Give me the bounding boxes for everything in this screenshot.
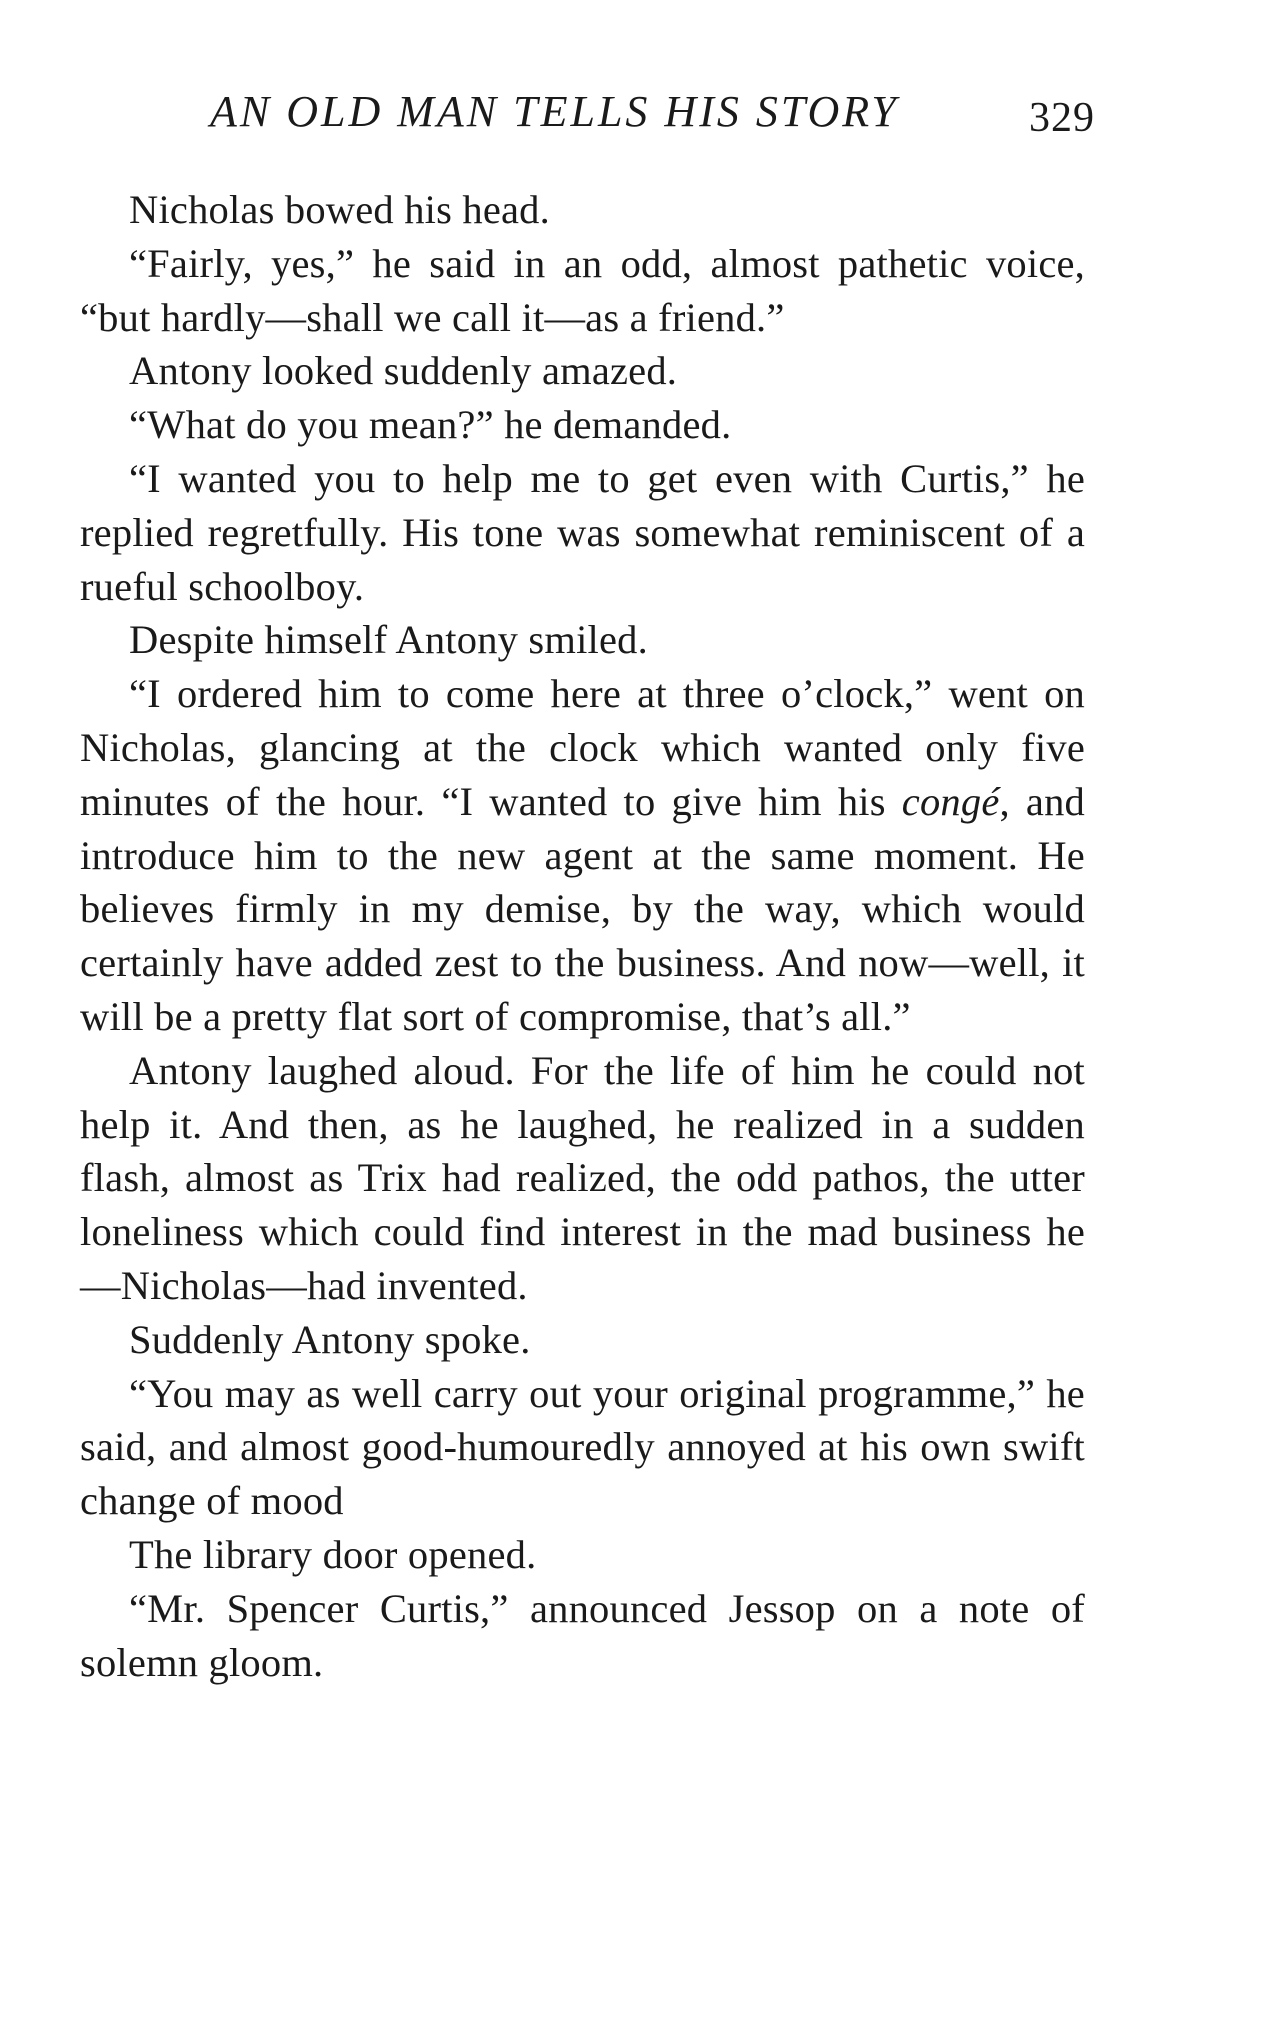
paragraph-5: “I wanted you to help me to get even with Curtis,” he replied regretfully. His tone was somewhat reminiscent of a rueful schoolboy.: [80, 455, 1085, 609]
running-title: AN OLD MAN TELLS HIS STORY: [210, 87, 899, 136]
paragraph-2: “Fairly, yes,” he said in an odd, almost pathetic voice, “but hardly—shall we call it—as a friend.”: [80, 240, 1085, 340]
body-text: [80, 183, 1085, 1689]
paragraph-4: “What do you mean?” he demanded.: [129, 402, 732, 448]
paragraph-12: “Mr. Spencer Curtis,” announced Jessop on a note of solemn gloom.: [80, 1585, 1085, 1685]
paragraph-10: “You may as well carry out your original programme,” he said, and almost good-humouredly annoyed at his own swift change of mood: [80, 1370, 1085, 1524]
paragraph-7-part-1: “I ordered him to come here at three o’clock,” went on Nicholas, glancing at the clock which wanted only five minutes of the hour. “I wanted to give him his: [80, 671, 1085, 824]
paragraph-1: Nicholas bowed his head.: [129, 187, 550, 232]
paragraph-3: Antony looked suddenly amazed.: [129, 348, 678, 394]
paragraph-8: Antony laughed aloud. For the life of him he could not help it. And then, as he laughed, he realized in a sudden flash, almost as Trix had realized, the odd pathos, the utter loneliness which could find interest in the mad business he—Nicholas—had invented.: [80, 1047, 1085, 1308]
paragraph-6: Despite himself Antony smiled.: [129, 617, 648, 663]
paragraph-11: The library door opened.: [129, 1531, 537, 1577]
page-number: 329: [1029, 95, 1095, 141]
italic-word-conge: congé: [901, 778, 1000, 824]
paragraph-7-part-2: , and introduce him to the new agent at the same moment. He believes firmly in my demise, by the way, which would certainly have added zest to the business. And now—well, it will be a pretty flat sort of compromise, that’s all.”: [80, 778, 1085, 1039]
paragraph-7: [80, 667, 1085, 1044]
paragraph-9: Suddenly Antony spoke.: [129, 1316, 531, 1362]
running-head: [80, 84, 1095, 141]
